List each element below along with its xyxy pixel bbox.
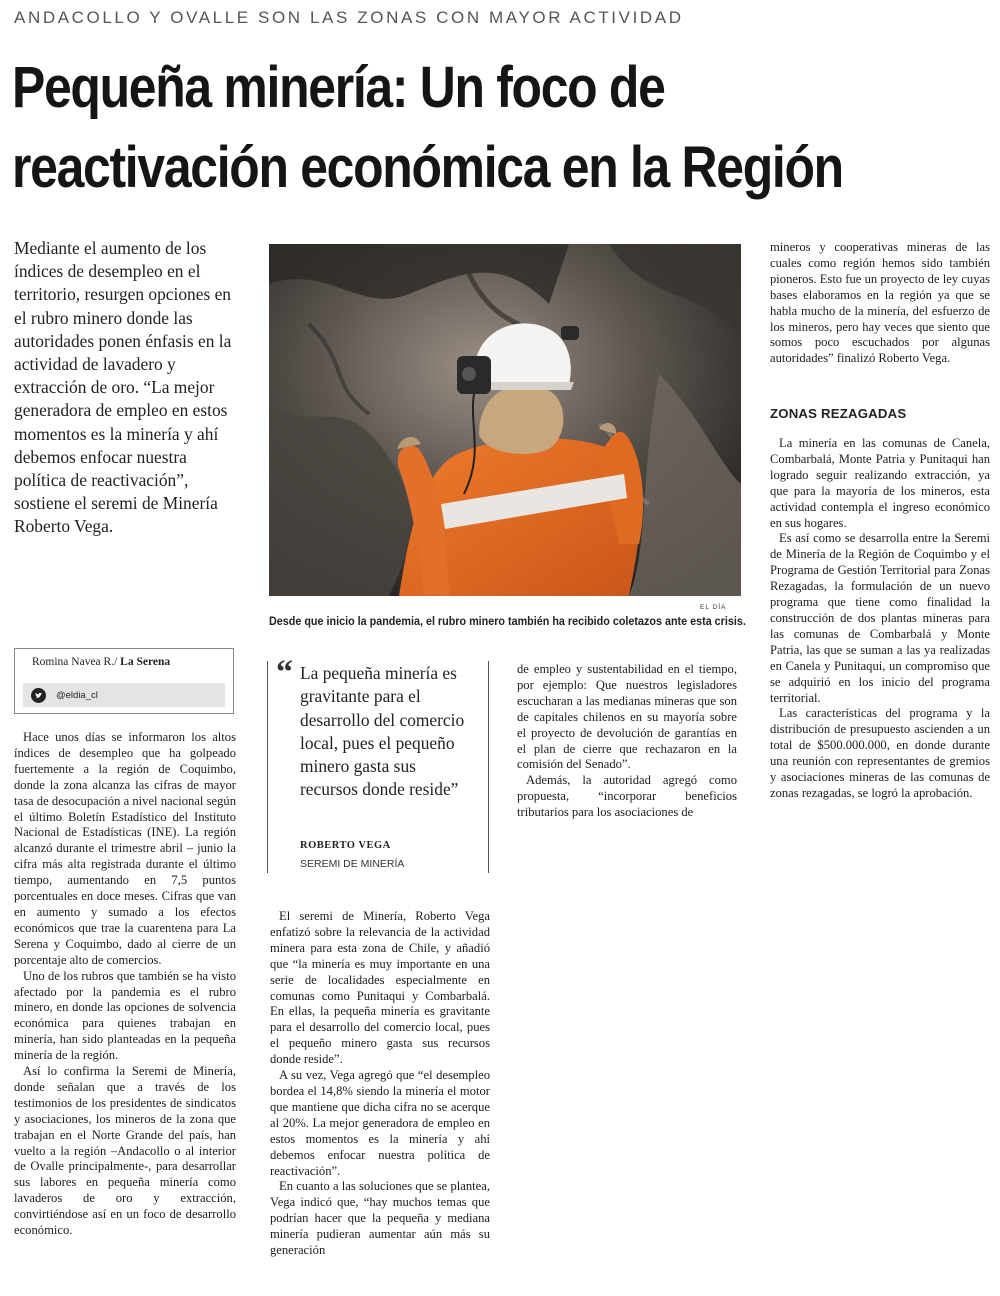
body-paragraph: Así lo confirma la Seremi de Minería, donde señalan que a través de los testimonios de los presidentes de sindicatos y asociaciones, los mineros de la zona que trabajan en el Norte Grande del país, han vuelto a la región –Andacollo o al interior de Ovalle principalmente-, para desarrollar sus labores en pequeña minería como lavaderos de oro y extracción, convirtiéndose así en un foco de desarrollo económico. bbox=[14, 1064, 236, 1238]
body-column-1 bbox=[14, 730, 236, 1239]
body-paragraph: Las características del programa y la distribución de presupuesto ascienden a un total de $500.000.000, en donde durante una reunión con representantes de gremios y asociaciones mineras de las comunas de zonas rezagadas, se logró la aprobación. bbox=[770, 706, 990, 800]
body-paragraph: A su vez, Vega agregó que “el desempleo bordea el 14,8% siendo la minería el motor que mantiene que dicha cifra no se acerque al 20%. La mejor generadora de empleo en estos momentos es la minería y ahí debemos enfocar nuestra política de reactivación”. bbox=[270, 1068, 490, 1178]
twitter-bird-icon bbox=[31, 688, 46, 703]
body-paragraph: La minería en las comunas de Canela, Combarbalá, Monte Patria y Punitaqui han logrado seguir realizando extracción, ya que para la mayoría de los mineros, esta actividad contempla el ingreso económico en sus hogares. bbox=[770, 436, 990, 530]
pull-quote-author: ROBERTO VEGA bbox=[300, 840, 391, 851]
kicker: ANDACOLLO Y OVALLE SON LAS ZONAS CON MAYOR ACTIVIDAD bbox=[14, 8, 684, 27]
body-column-4-bottom bbox=[770, 436, 990, 802]
byline bbox=[32, 656, 170, 668]
body-paragraph: En cuanto a las soluciones que se plantea, Vega indicó que, “hay muchos temas que podrían hacer que la pequeña y mediana minería pudieran aumentar aún más su generación bbox=[270, 1179, 490, 1258]
pull-quote-rule-left bbox=[267, 661, 268, 873]
body-paragraph: mineros y cooperativas mineras de las cuales como región hemos sido también pioneros. Esto fue un proyecto de ley cuyas bases elaboramos en la región ya que se habla mucho de la minería, del esfuerzo de los mineros, pero hay veces que siento que somos poco escuchados por algunas autoridades” finalizó Roberto Vega. bbox=[770, 240, 990, 366]
body-column-2 bbox=[270, 909, 490, 1259]
section-subhead: ZONAS REZAGADAS bbox=[770, 406, 907, 421]
body-paragraph: Además, la autoridad agregó como propuesta, “incorporar beneficios tributarios para los asociaciones de bbox=[517, 773, 737, 820]
twitter-bar bbox=[23, 683, 225, 707]
body-paragraph: El seremi de Minería, Roberto Vega enfatizó sobre la relevancia de la actividad minera para esta zona de Chile, y añadió que “la minería es muy importante en una serie de localidades especialmente en comunas como Punitaqui y Combarbalá. En ellas, la pequeña minería es gravitante para el desarrollo del comercio local, pues el pequeño minero gasta sus recursos donde reside”. bbox=[270, 909, 490, 1067]
body-column-3 bbox=[517, 662, 737, 821]
body-paragraph: Es así como se desarrolla entre la Seremi de Minería de la Región de Coquimbo y el Programa de Gestión Territorial para Zonas Rezagadas, la formulación de un nuevo programa que tiene como finalidad la construcción de dos plantas mineras para las comunas de Combarbalá y Monte Patria, las que se suman a las ya realizadas en Canela y Punitaqui, un compromiso que se adquirió en los inicio del programa territorial. bbox=[770, 531, 990, 705]
headline-line-1: Pequeña minería: Un foco de bbox=[12, 55, 665, 120]
body-paragraph: de empleo y sustentabilidad en el tiempo, por ejemplo: Que nuestros legisladores escucharan a las medianas mineras que son de capitales chilenos en su mayoría sobre el proyecto de devolución de garantías en el plan de cierre que rechazaron en la comisión del Senado”. bbox=[517, 662, 737, 772]
photo-caption: Desde que inicio la pandemia, el rubro minero también ha recibido coletazos ante esta crisis. bbox=[269, 614, 746, 628]
body-paragraph: Uno de los rubros que también se ha visto afectado por la pandemia es el rubro minero, en donde las opciones de solvencia económica para quienes trabajan en minería, han sido planteadas en la pequeña minería de la región. bbox=[14, 968, 236, 1063]
body-column-4-top bbox=[770, 240, 990, 367]
pull-quote-rule-right bbox=[488, 661, 489, 873]
quote-mark-icon: “ bbox=[276, 654, 293, 691]
headline-line-2: reactivación económica en la Región bbox=[12, 135, 843, 200]
miner-photo bbox=[269, 244, 741, 596]
photo-credit: EL DÍA bbox=[700, 604, 727, 611]
body-paragraph: Hace unos días se informaron los altos índices de desempleo que ha golpeado fuertemente a la región de Coquimbo, donde la zona alcanza las cifras de mayor tasa de desocupación a nivel nacional según el último Boletín Estadístico del Instituto Nacional de Estadísticas (INE). La región alcanzó durante el trimestre abril – junio la cifra más alta registrada durante el último tiempo, aumentando en 7,5 puntos porcentuales en doce meses. Cifras que van en aumento y sumado a los efectos económicos que trae la cuarentena para La Serena y Coquimbo, dado al cierre de un porcentaje alto de comercios. bbox=[14, 730, 236, 967]
pull-quote-role: SEREMI DE MINERÍA bbox=[300, 858, 405, 870]
headline bbox=[12, 48, 984, 208]
twitter-handle[interactable]: @eldia_cl bbox=[56, 690, 98, 701]
byline-author: Romina Navea R./ bbox=[32, 656, 118, 668]
pull-quote: La pequeña minería es gravitante para el desarrollo del comercio local, pues el pequeño minero gasta sus recursos donde reside” bbox=[300, 663, 465, 800]
lede-paragraph: Mediante el aumento de los índices de desempleo en el territorio, resurgen opciones en el rubro minero donde las autoridades ponen énfasis en la actividad de lavadero y extracción de oro. “La mejor generadora de empleo en estos momentos es la minería y ahí debemos enfocar nuestra política de reactivación”, sostiene el seremi de Minería Roberto Vega. bbox=[14, 238, 232, 537]
byline-location: La Serena bbox=[120, 656, 171, 668]
